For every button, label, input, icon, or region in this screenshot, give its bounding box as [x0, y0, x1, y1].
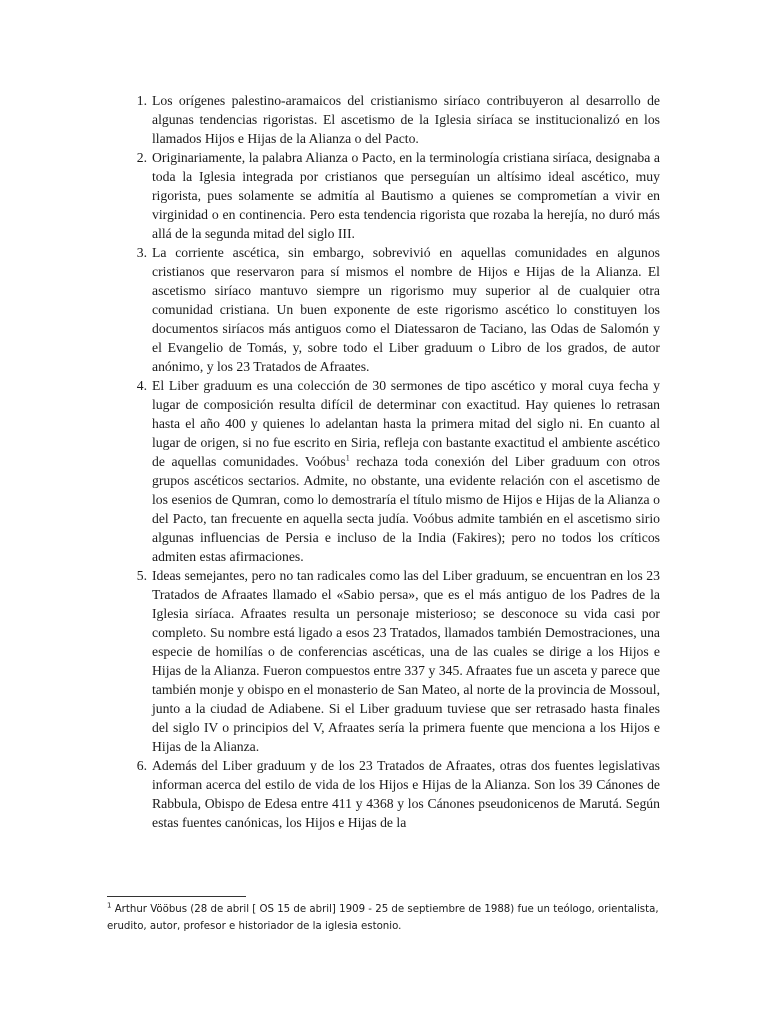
- numbered-list: [136, 91, 661, 832]
- list-item: [136, 566, 660, 756]
- footnote-text: Arthur Vööbus (28 de abril [ OS 15 de abril] 1909 - 25 de septiembre de 1988) fue un teólogo, orientalista, erudito, autor, profesor e historiador de la iglesia estonio.: [107, 904, 659, 932]
- list-item: [136, 91, 660, 148]
- list-item-number: 6.: [136, 758, 147, 773]
- list-item-text-after-note: rechaza toda conexión del Liber graduum con otros grupos ascéticos sectarios. Admite, no obstante, una evidente relación con el ascetismo de los esenios de Qumran, como lo demostraría el título mismo de Hijos e Hijas de la Alianza o del Pacto, tan frecuente en aquella secta judía. Voóbus admite también en el ascetismo sirio algunas influencias de Persia e incluso de la India (Fakires); pero no todos los críticos admiten estas afirmaciones.: [152, 454, 661, 564]
- list-item-number: 1.: [136, 93, 147, 108]
- list-item-number: 3.: [136, 245, 147, 260]
- list-item: [136, 756, 660, 832]
- list-item-text: Los orígenes palestino-aramaicos del cristianismo siríaco contribuyeron al desarrollo de algunas tendencias rigoristas. El ascetismo de la Iglesia siríaca se institucionalizó en los llamados Hijos e Hijas de la Alianza o del Pacto.: [152, 93, 660, 146]
- list-item-text: Originariamente, la palabra Alianza o Pacto, en la terminología cristiana siríaca, designaba a toda la Iglesia integrada por cristianos que perseguían un altísimo ideal ascético, muy rigorista, pues solamente se admitía al Bautismo a quienes se comprometían a vivir en virginidad o en continencia. Pero esta tendencia rigorista que rozaba la herejía, no duró más allá de la segunda mitad del siglo III.: [152, 150, 660, 241]
- list-item-text: Además del Liber graduum y de los 23 Tratados de Afraates, otras dos fuentes legislativas informan acerca del estilo de vida de los Hijos e Hijas de la Alianza. Son los 39 Cánones de Rabbula, Obispo de Edesa entre 411 y 4368 y los Cánones pseudonicenos de Marutá. Según estas fuentes canónicas, los Hijos e Hijas de la: [152, 758, 660, 830]
- list-item-number: 4.: [136, 378, 147, 393]
- footnote-marker: 1: [107, 901, 112, 910]
- footnote-reference: 1: [345, 453, 350, 463]
- list-item-number: 5.: [136, 568, 147, 583]
- list-item-text: La corriente ascética, sin embargo, sobrevivió en aquellas comunidades en algunos cristianos que reservaron para sí mismos el nombre de Hijos e Hijas de la Alianza. El ascetismo siríaco mantuvo siempre un rigorismo muy superior al de cualquier otra comunidad cristiana. Un buen exponente de este rigorismo ascético lo constituyen los documentos siríacos más antiguos como el Diatessaron de Taciano, las Odas de Salomón y el Evangelio de Tomás, y, sobre todo el Liber graduum o Libro de los grados, de autor anónimo, y los 23 Tratados de Afraates.: [152, 245, 660, 374]
- list-item-text-before-note: El Liber graduum es una colección de 30 sermones de tipo ascético y moral cuya fecha y lugar de composición resulta difícil de determinar con exactitud. Hay quienes lo retrasan hasta el año 400 y quienes lo adelantan hasta la primera mitad del siglo ni. En cuanto al lugar de origen, si no fue escrito en Siria, refleja con bastante exactitud el ambiente ascético de aquellas comunidades. Voóbus: [152, 378, 660, 469]
- list-item-number: 2.: [136, 150, 147, 165]
- list-item: [136, 243, 660, 376]
- footnote-separator: [107, 896, 246, 897]
- footnote: [107, 901, 667, 935]
- list-item: [136, 376, 661, 566]
- list-item: [136, 148, 660, 243]
- list-item-text: Ideas semejantes, pero no tan radicales como las del Liber graduum, se encuentran en los 23 Tratados de Afraates llamado el «Sabio persa», que es el más antiguo de los Padres de la Iglesia siríaca. Afraates resulta un personaje misterioso; se desconoce su vida casi por completo. Su nombre está ligado a esos 23 Tratados, llamados también Demostraciones, una especie de homilías o de conferencias ascéticas, una de las cuales se dirige a los Hijos e Hijas de la Alianza. Fueron compuestos entre 337 y 345. Afraates fue un asceta y parece que también monje y obispo en el monasterio de San Mateo, al norte de la provincia de Mossoul, junto a la ciudad de Adiabene. Si el Liber graduum tuviese que ser retrasado hasta finales del siglo IV o principios del V, Afraates sería la primera fuente que menciona a los Hijos e Hijas de la Alianza.: [152, 568, 660, 754]
